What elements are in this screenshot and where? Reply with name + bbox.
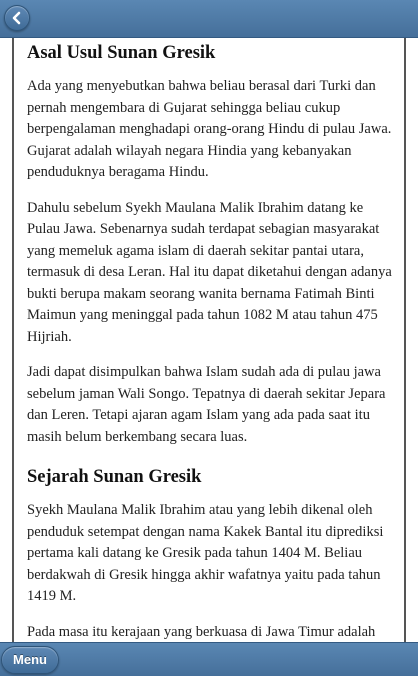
section-heading-sejarah: Sejarah Sunan Gresik (27, 467, 202, 487)
header-bar (0, 0, 418, 38)
article-paragraph: Pada masa itu kerajaan yang berkuasa di Jawa Timur adalah (27, 623, 376, 640)
article-paragraph: Dahulu sebelum Syekh Maulana Malik Ibrahim datang ke Pulau Jawa. Sebenarnya sudah terdapat sebagian masyarakat yang memeluk agama islam di daerah sekitar pantai utara, termasuk di desa Leran. Hal itu dapat diketahui dengan adanya bukti berupa makam seorang wanita bernama Fatimah Binti Maimun yang meninggal pada tahun 1082 M atau tahun 475 Hijriah. (27, 199, 392, 345)
chevron-left-icon (10, 11, 24, 25)
back-button[interactable] (4, 5, 30, 31)
footer-bar (0, 642, 418, 676)
article-body (14, 42, 404, 642)
section-heading-asal-usul: Asal Usul Sunan Gresik (27, 43, 216, 63)
article-paragraph: Syekh Maulana Malik Ibrahim atau yang lebih dikenal oleh penduduk setempat dengan nama Kakek Bantal itu diprediksi pertama kali datang ke Gresik pada tahun 1404 M. Beliau berdakwah di Gresik hingga akhir wafatnya yaitu pada tahun 1419 M. (27, 502, 384, 604)
menu-button[interactable]: Menu (1, 646, 59, 674)
article-paragraph: Jadi dapat disimpulkan bahwa Islam sudah ada di pulau jawa sebelum jaman Wali Songo. Tepatnya di daerah sekitar Jepara dan Leren. Tetapi ajaran agam Islam yang ada pada saat itu masih belum berkembang secara luas. (27, 364, 386, 445)
article-paragraph: Ada yang menyebutkan bahwa beliau berasal dari Turki dan pernah mengembara di Gujarat sehingga beliau cukup berpengalaman menghadapi orang-orang Hindu di pulau Jawa. Gujarat adalah wilayah negara Hindia yang kebanyakan penduduknya beragama Hindu. (27, 78, 392, 180)
article-content[interactable] (12, 38, 406, 642)
